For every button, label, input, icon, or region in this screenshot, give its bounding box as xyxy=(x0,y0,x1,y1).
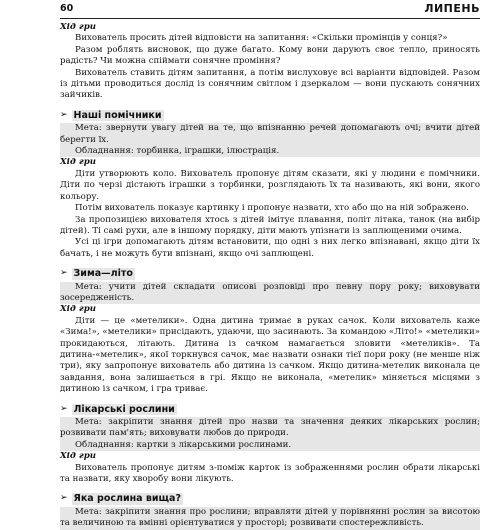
stage-heading: Хід гри xyxy=(60,22,96,32)
section-title-text: Наші помічники xyxy=(73,109,162,121)
paragraph: Усі ці ігри допомагають дітям встановити, що одні з них легко впізнавані, якщо діти їх бачать, і не можуть бути впізнані, якщо очі заплющені. xyxy=(60,237,480,259)
section-equipment: Обладнання: картки з лікарськими рослинами. xyxy=(60,440,480,451)
arrow-bullet-icon: ➢ xyxy=(60,268,68,279)
stage-heading: Хід гри xyxy=(60,157,96,168)
paragraph: Разом роблять висновок, що дуже багато. Кому вони дарують своє тепло, приносять радість? Чи можна спіймати сонячне проміння? xyxy=(60,44,480,67)
paragraph: Діти — це «метелики». Одна дитина тримає в руках сачок. Коли вихователь каже «Зима!», «метелики» присідають, удаючи, що засинають. За командою «Літо!» «метелики» прокидаються, літають. Дитина із сачком намагається зловити «метеликів». Та дитина-«метелик», якої торкнувся сачок, має назвати ознаки тієї пори року (не менше ніж три), яку запропонує вихователь або дитина із сачком. Якщо дитина-метелик виконала це завдання, вона залишається в грі. Якщо не виконала, «метелик» міняється місцями з дитиною із сачком, і гра триває. xyxy=(60,315,480,395)
section-title xyxy=(60,110,480,121)
stage-heading: Хід гри xyxy=(60,451,96,462)
page-header xyxy=(60,0,480,19)
paragraph: За пропозицією вихователя хтось з дітей імітує плавання, політ літака, танок (на вибір дітей). Ті самі рухи, але в іншому порядку, діти мають упізнати із заплющеними очима. xyxy=(60,214,480,236)
paragraph: Вихователь пропонує дитям з-поміж карток із зображеннями рослин обрати лікарські та назвати, яку хворобу вони лікують. xyxy=(60,462,480,485)
section-title xyxy=(60,493,480,504)
section-goal: Мета: закріпити знання про рослини; вправляти дітей у порівнянні рослин за висотою та величиною та вмінні орієнтуватися у просторі; розвивати спостережливість. xyxy=(60,506,480,529)
section-title xyxy=(60,404,480,415)
section-title xyxy=(60,268,480,279)
section-title-text: Лікарські рослини xyxy=(73,403,175,415)
section-goal: Мета: закріпити знання дітей про назви та значення деяких лікарських рослин; розвивати пам'ять; виховувати любов до природи. xyxy=(60,417,480,439)
section-title-text: Яка рослина вища? xyxy=(73,493,181,505)
section-goal: Мета: учити дітей складати описові розповіді про певну пору року; виховувати зосередженість. xyxy=(60,281,480,303)
paragraph: Потім вихователь показує картинку і пропонує назвати, хто або що на ній зображено. xyxy=(75,203,469,214)
paragraph: Діти утворюють коло. Вихователь пропонує дітям сказати, які у людини є помічники. Діти по черзі дістають іграшки з торбинки, розглядають їх та називають, які вони, якого кольору. xyxy=(60,168,480,202)
section-equipment: Обладнання: торбинка, іграшки, ілюстрація. xyxy=(60,146,480,157)
paragraph: Вихователь ставить дітям запитання, а потім вислуховує всі варіанти відповідей. Разом із дітьми проводиться дослід із сонячним світлом і дзеркалом — вони пускають сонячних зайчиків. xyxy=(60,67,480,101)
running-title-month: ЛИПЕНЬ xyxy=(424,2,480,15)
arrow-bullet-icon: ➢ xyxy=(60,403,68,414)
arrow-bullet-icon: ➢ xyxy=(60,109,68,120)
section-goal: Мета: звернути увагу дітей на те, що впізнанню речей допомагають очі; вчити дітей берегти їх. xyxy=(60,123,480,145)
paragraph: Вихователь просить дітей відповісти на запитання: «Скільки промінців у сонця?» xyxy=(75,33,448,44)
arrow-bullet-icon: ➢ xyxy=(60,493,68,504)
page-content xyxy=(60,22,480,529)
section-title-text: Зима—літо xyxy=(73,268,133,280)
page-number: 60 xyxy=(60,3,74,14)
stage-heading: Хід гри xyxy=(60,304,96,315)
